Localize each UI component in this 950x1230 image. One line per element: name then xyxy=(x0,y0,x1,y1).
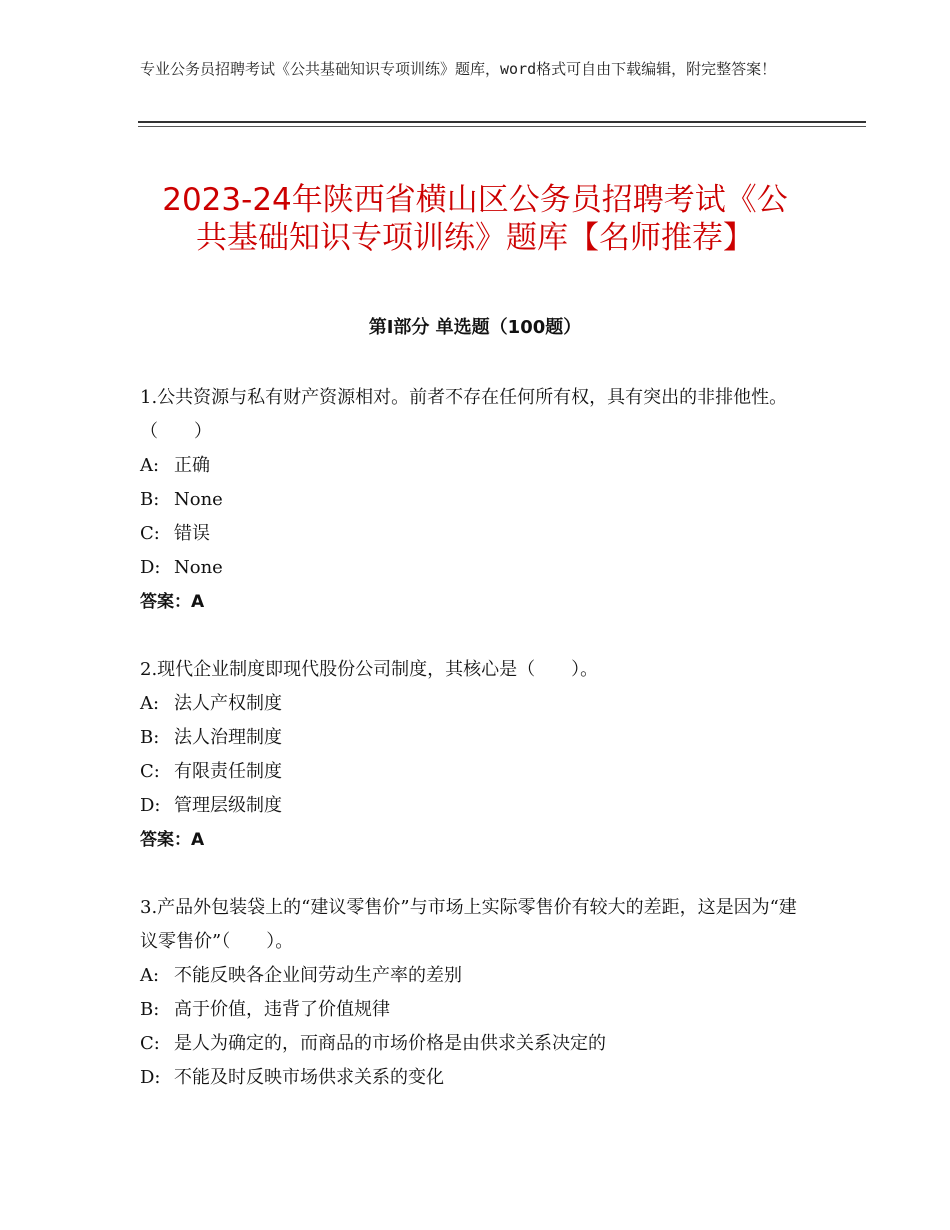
header-divider-thick xyxy=(138,121,866,123)
option-text: 是人为确定的，而商品的市场价格是由供求关系决定的 xyxy=(174,1033,606,1054)
answer: 答案：A xyxy=(140,830,205,850)
question-3 xyxy=(140,891,800,1095)
option-a xyxy=(140,959,800,993)
option-a xyxy=(140,687,800,721)
document-title: 2023-24年陕西省横山区公务员招聘考试《公共基础知识专项训练》题库【名师推荐】 xyxy=(162,181,788,256)
option-c xyxy=(140,517,800,551)
answer: 答案：A xyxy=(140,592,205,612)
option-text: 有限责任制度 xyxy=(174,761,282,782)
option-c xyxy=(140,1027,800,1061)
option-text: 法人产权制度 xyxy=(174,693,282,714)
option-letter: A: xyxy=(140,455,160,476)
option-letter: B: xyxy=(140,489,160,510)
option-text: 不能反映各企业间劳动生产率的差别 xyxy=(174,965,462,986)
option-letter: D: xyxy=(140,557,161,578)
option-b xyxy=(140,993,800,1027)
option-letter: B: xyxy=(140,727,160,748)
option-d xyxy=(140,789,800,823)
option-a xyxy=(140,449,800,483)
option-text: 管理层级制度 xyxy=(174,795,282,816)
option-letter: C: xyxy=(140,1033,160,1054)
option-d xyxy=(140,551,800,585)
option-text: 法人治理制度 xyxy=(174,727,282,748)
option-letter: C: xyxy=(140,761,160,782)
question-1 xyxy=(140,381,800,619)
question-stem: 1.公共资源与私有财产资源相对。前者不存在任何所有权，具有突出的非排他性。（ ） xyxy=(140,387,788,442)
question-stem: 2.现代企业制度即现代股份公司制度，其核心是（ ）。 xyxy=(140,659,599,680)
header-note: 专业公务员招聘考试《公共基础知识专项训练》题库，word格式可自由下载编辑，附完整答案！ xyxy=(140,60,777,78)
option-text: None xyxy=(174,489,223,510)
section-title: 第Ⅰ部分 单选题（100题） xyxy=(368,317,582,338)
option-letter: C: xyxy=(140,523,160,544)
option-b xyxy=(140,721,800,755)
question-stem: 3.产品外包装袋上的“建议零售价”与市场上实际零售价有较大的差距，这是因为“建议零售价”（ ）。 xyxy=(140,897,797,952)
option-letter: D: xyxy=(140,1067,161,1088)
option-letter: A: xyxy=(140,965,160,986)
option-b xyxy=(140,483,800,517)
option-text: None xyxy=(174,557,223,578)
option-d xyxy=(140,1061,800,1095)
header-divider-thin xyxy=(138,126,866,127)
option-letter: B: xyxy=(140,999,160,1020)
option-c xyxy=(140,755,800,789)
question-2 xyxy=(140,653,800,857)
option-text: 不能及时反映市场供求关系的变化 xyxy=(174,1067,444,1088)
option-letter: A: xyxy=(140,693,160,714)
option-text: 正确 xyxy=(174,455,210,476)
option-text: 高于价值，违背了价值规律 xyxy=(174,999,390,1020)
option-letter: D: xyxy=(140,795,161,816)
option-text: 错误 xyxy=(174,523,210,544)
